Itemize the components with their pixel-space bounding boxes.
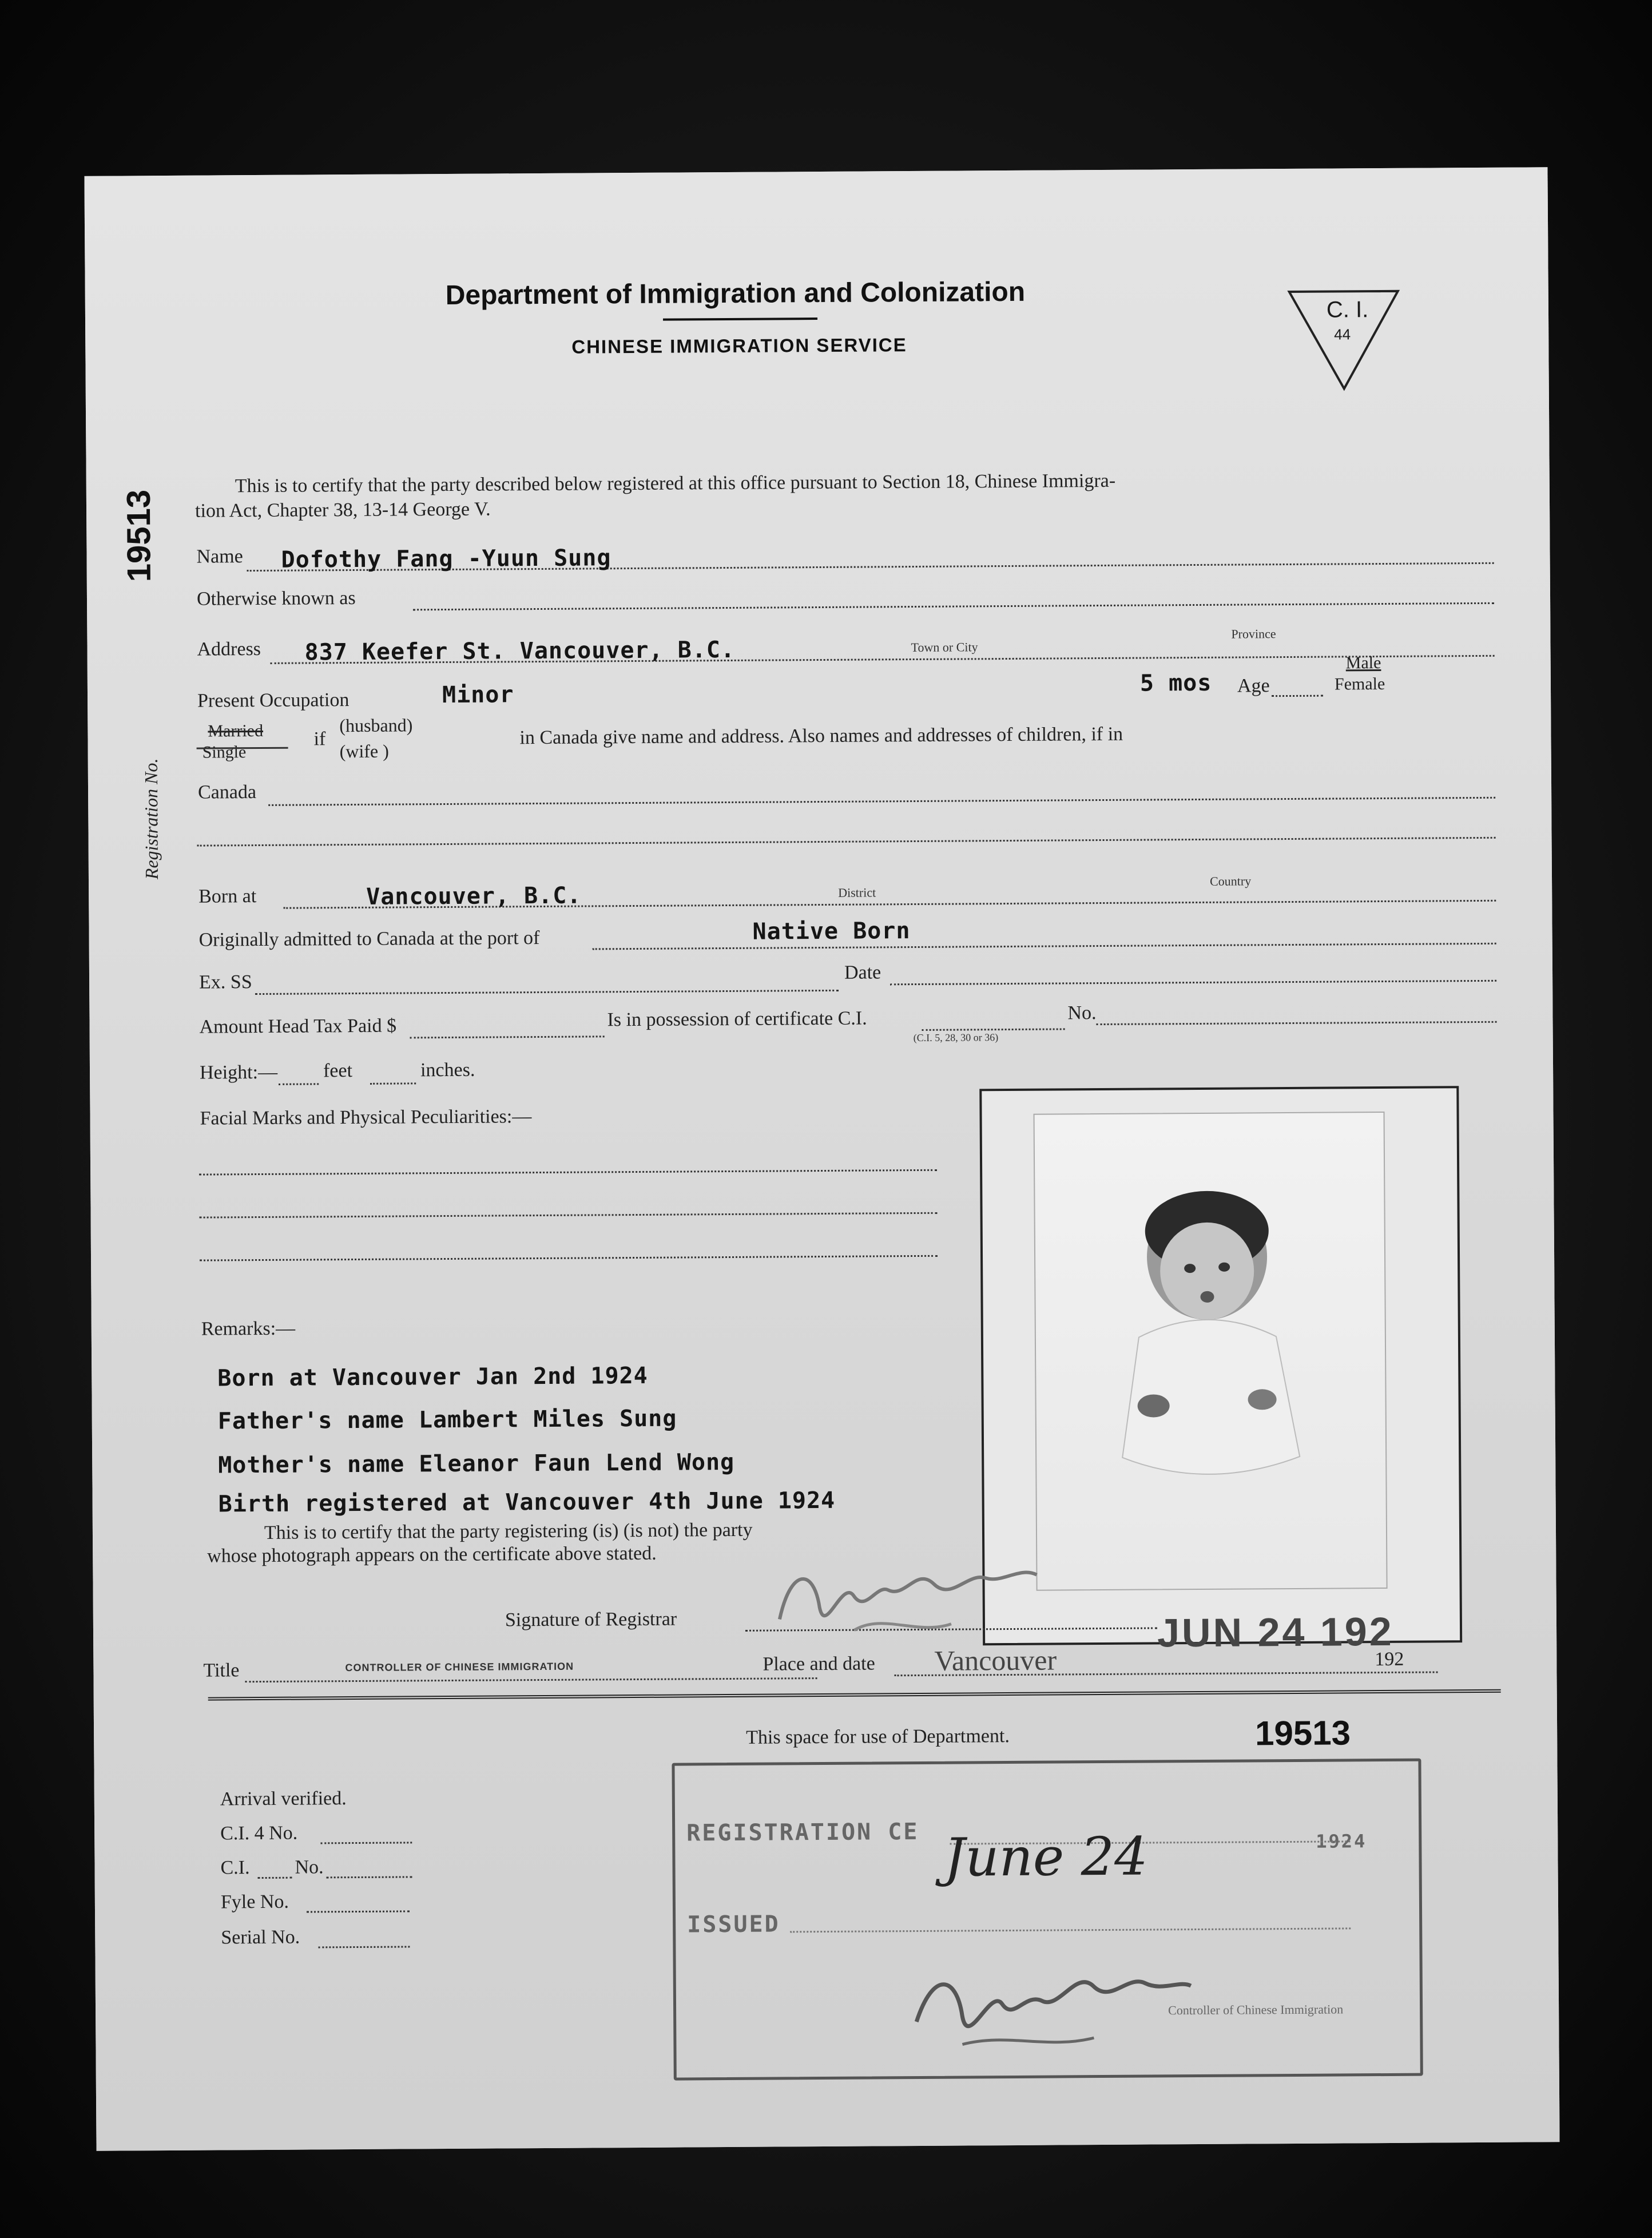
registration-label-side: Registration No. [140,758,162,880]
date-stamp: JUN 24 192 [1157,1609,1394,1656]
place-label: Place and date [763,1653,875,1675]
ci-no-line [327,1876,412,1878]
signature-label: Signature of Registrar [505,1608,677,1631]
inches-label: inches. [420,1059,475,1081]
facial-line-3 [200,1255,938,1261]
certify2-line-2: whose photograph appears on the certificate above stated. [207,1542,657,1567]
ci4-label: C.I. 4 No. [220,1822,298,1844]
exss-label: Ex. SS [198,971,252,993]
header-rule [663,318,817,321]
name-label: Name [196,546,243,568]
stamp-controller: Controller of Chinese Immigration [1168,2002,1344,2018]
no-label: No. [1067,1002,1097,1024]
married-label: Married [208,721,264,741]
stamp-issued: ISSUED [687,1911,780,1938]
headtax-line [410,1035,605,1038]
fyle-label: Fyle No. [220,1891,289,1913]
male-label: Male [1345,653,1381,673]
facial-line-1 [199,1169,937,1176]
remark-line-3: Mother's name Eleanor Faun Lend Wong [218,1449,735,1479]
serial-label: Serial No. [221,1926,300,1949]
stamp-year: 1924 [1316,1830,1367,1852]
arrival-label: Arrival verified. [220,1788,347,1810]
title-value: CONTROLLER OF CHINESE IMMIGRATION [345,1660,574,1674]
registration-stamp [672,1759,1423,2081]
title-line [245,1677,817,1683]
admitted-label: Originally admitted to Canada at the port of [198,927,540,951]
remark-line-4: Birth registered at Vancouver 4th June 1924 [218,1487,836,1518]
born-value: Vancouver, B.C. [366,882,582,910]
registrar-signature [768,1543,1066,1648]
ci-line [258,1877,292,1879]
possession-label: Is in possession of certificate C.I. [607,1007,867,1031]
occupation-value: Minor [442,681,514,709]
canada-label: Canada [197,781,257,803]
age-label: Age [1237,675,1270,697]
age-line [1272,695,1323,697]
address-label: Address [197,638,261,660]
female-label: Female [1334,674,1385,694]
applicant-photo [1034,1112,1388,1591]
canada-line-1 [268,797,1495,806]
title-label: Title [203,1660,240,1681]
date-line [890,980,1496,985]
ci4-line [320,1842,412,1844]
town-label: Town or City [911,640,978,655]
stamp-signature [904,1951,1202,2062]
height-label: Height:— [199,1061,278,1084]
admitted-line [593,943,1496,950]
single-label: Single [202,743,247,762]
country-label: Country [1209,874,1252,888]
canada-line-2 [197,837,1496,847]
inches-line [370,1082,416,1084]
certify2-line-1: This is to certify that the party registering (is) (is not) the party [264,1519,753,1543]
address-value: 837 Keefer St. Vancouver, B.C. [304,636,736,666]
remark-line-1: Born at Vancouver Jan 2nd 1924 [217,1362,648,1392]
facial-label: Facial Marks and Physical Peculiarities:— [200,1106,532,1129]
remarks-label: Remarks:— [201,1318,296,1340]
no-line [1097,1021,1497,1025]
district-label: District [838,885,876,900]
serial-line [318,1946,410,1948]
strike-line [197,747,288,749]
otherwise-line [413,602,1494,611]
section-divider [208,1689,1501,1701]
department-title: Department of Immigration and Colonization [445,276,1026,311]
name-value: Dofothy Fang -Yuun Sung [281,545,611,573]
certify-line-1: This is to certify that the party described below registered at this office pursuant to Section 18, Chinese Immigra- [235,470,1116,497]
baby-portrait-image [1035,1113,1387,1590]
service-title: CHINESE IMMIGRATION SERVICE [571,334,907,358]
remark-line-2: Father's name Lambert Miles Sung [217,1405,677,1435]
form-number: 44 [1334,326,1351,343]
ci-no-label: No. [295,1856,324,1878]
ci-note: (C.I. 5, 28, 30 or 36) [913,1031,999,1044]
age-value: 5 mos [1139,669,1212,697]
stamp-handwritten-date: June 24 [944,1826,1148,1888]
exss-line [255,990,839,995]
born-label: Born at [198,886,257,907]
registration-number-bottom: 19513 [1254,1713,1351,1753]
admitted-value: Native Born [752,918,911,945]
occupation-label: Present Occupation [197,689,350,712]
if-label: if [313,728,326,750]
place-value: Vancouver [934,1644,1057,1677]
feet-line [279,1083,319,1085]
department-use-label: This space for use of Department. [746,1725,1010,1748]
certify-line-2: tion Act, Chapter 38, 13-14 George V. [194,498,491,522]
canada-text: in Canada give name and address. Also names and addresses of children, if in [519,723,1123,749]
wife-label: (wife ) [339,740,389,762]
year-suffix: 192 [1375,1648,1404,1670]
registration-number-side: 19513 [120,489,158,582]
stamp-registration: REGISTRATION CE [686,1818,919,1847]
feet-label: feet [323,1060,353,1082]
husband-label: (husband) [339,715,413,736]
stamp-issued-line [790,1927,1351,1933]
form-code: C. I. [1326,297,1369,323]
date-label: Date [844,962,881,983]
otherwise-label: Otherwise known as [196,587,356,610]
fyle-line [307,1910,410,1912]
ci-label: C.I. [220,1857,250,1879]
province-label: Province [1231,626,1276,641]
headtax-label: Amount Head Tax Paid $ [199,1015,397,1038]
facial-line-2 [200,1212,938,1219]
possession-line [922,1028,1065,1031]
certificate-page [84,167,1559,2151]
